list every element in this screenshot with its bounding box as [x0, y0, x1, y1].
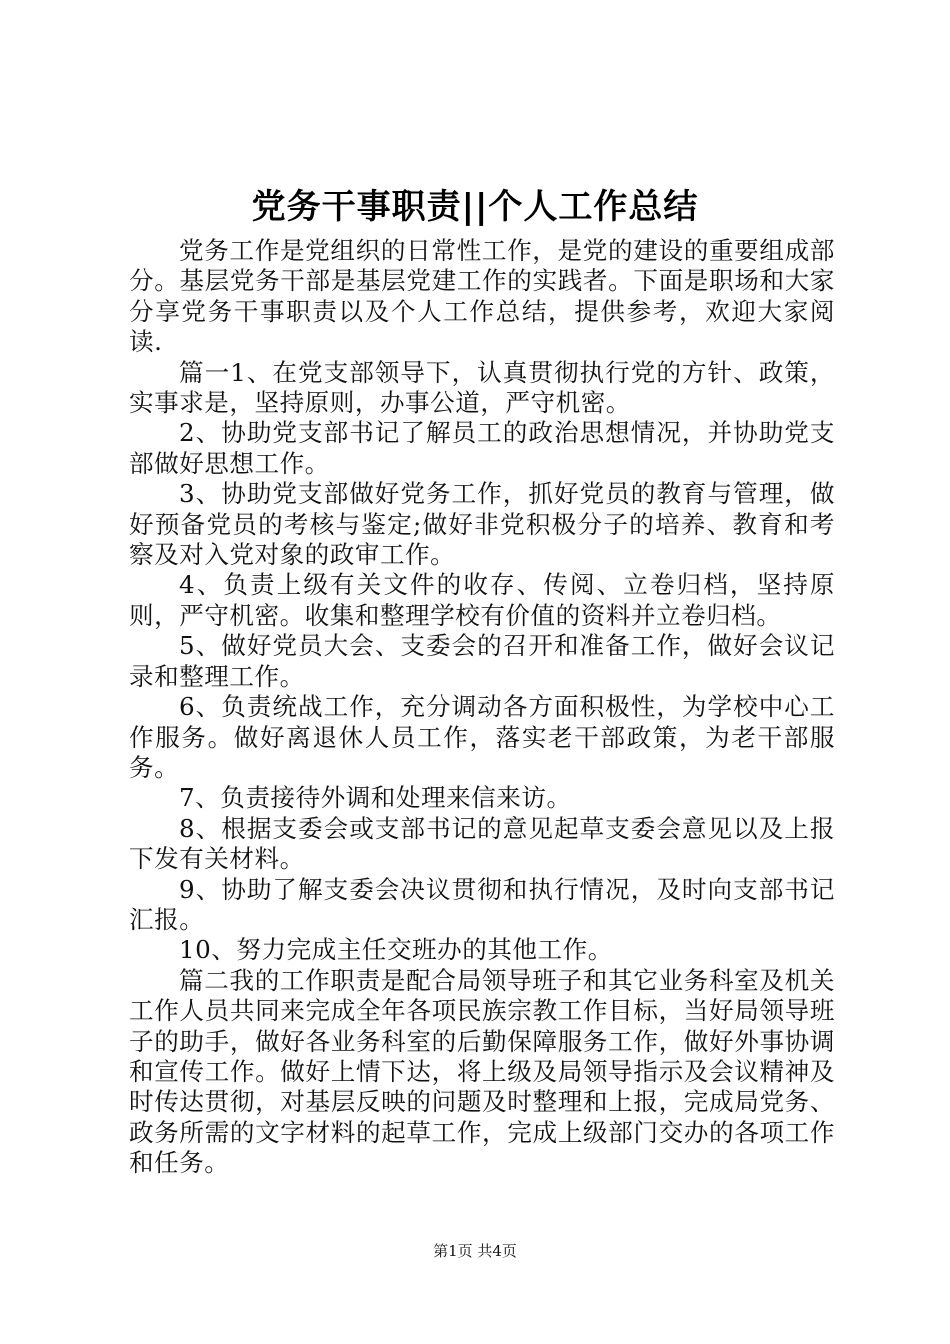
paragraph-item-2: 2、协助党支部书记了解员工的政治思想情况，并协助党支部做好思想工作。 [129, 418, 835, 478]
paragraph-item-3: 3、协助党支部做好党务工作，抓好党员的教育与管理，做好预备党员的考核与鉴定;做好非党积极分子的培养、教育和考察及对入党对象的政审工作。 [129, 479, 835, 570]
paragraph-item-5: 5、做好党员大会、支委会的召开和准备工作，做好会议记录和整理工作。 [129, 631, 835, 691]
paragraph-item-10: 10、努力完成主任交班办的其他工作。 [179, 935, 613, 965]
paragraph-item-9: 9、协助了解支委会决议贯彻和执行情况，及时向支部书记汇报。 [129, 874, 835, 934]
paragraph-item-1: 篇一1、在党支部领导下，认真贯彻执行党的方针、政策，实事求是，坚持原则，办事公道，严守机密。 [129, 357, 835, 418]
document-title: 党务干事职责||个人工作总结 [251, 187, 699, 227]
paragraph-intro: 党务工作是党组织的日常性工作，是党的建设的重要组成部分。基层党务干部是基层党建工作的实践者。下面是职场和大家分享党务干事职责以及个人工作总结，提供参考，欢迎大家阅读. [129, 236, 835, 357]
paragraph-item-8: 8、根据支委会或支部书记的意见起草支委会意见以及上报下发有关材料。 [129, 813, 835, 874]
document-body [129, 236, 835, 1179]
paragraph-item-4: 4、负责上级有关文件的收存、传阅、立卷归档，坚持原则，严守机密。收集和整理学校有价值的资料并立卷归档。 [129, 570, 835, 630]
paragraph-item-7: 7、负责接待外调和处理来信来访。 [179, 783, 572, 813]
page-number: 第1页 共4页 [433, 1242, 517, 1260]
paragraph-item-6: 6、负责统战工作，充分调动各方面积极性，为学校中心工作服务。做好离退休人员工作，落实老干部政策，为老干部服务。 [129, 692, 835, 782]
paragraph-part-two: 篇二我的工作职责是配合局领导班子和其它业务科室及机关工作人员共同来完成全年各项民族宗教工作目标，当好局领导班子的助手，做好各业务科室的后勤保障服务工作，做好外事协调和宣传工作。做好上情下达，将上级及局领导指示及会议精神及时传达贯彻，对基层反映的问题及时整理和上报，完成局党务、政务所需的文字材料的起草工作，完成上级部门交办的各项工作和任务。 [129, 965, 835, 1178]
